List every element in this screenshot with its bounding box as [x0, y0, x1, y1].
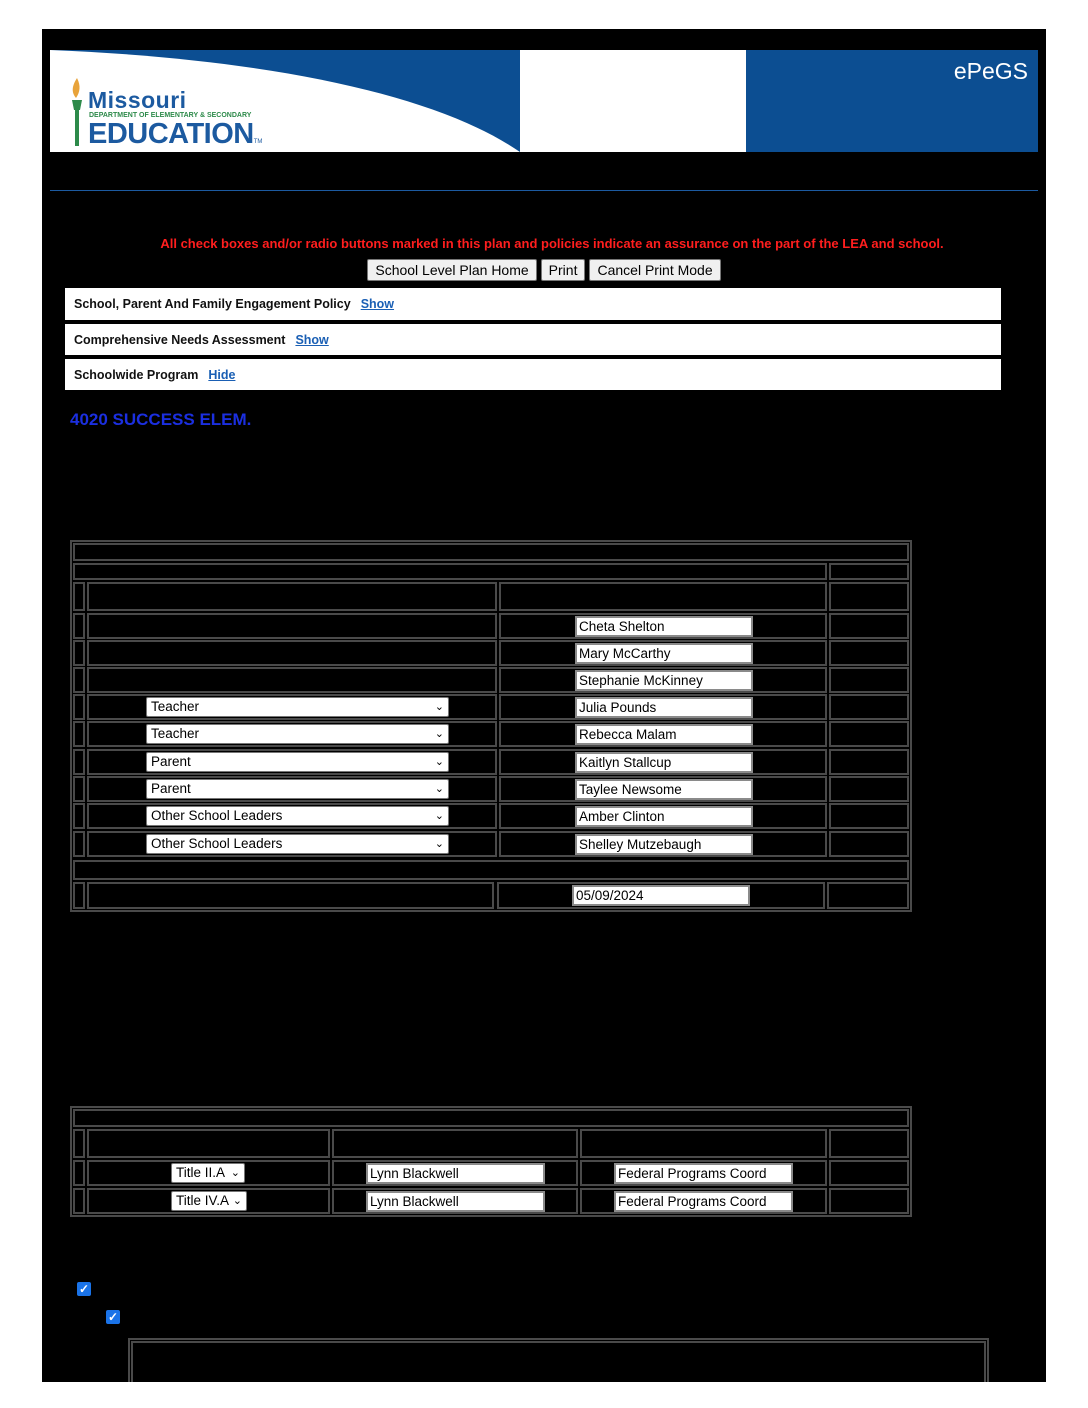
section-needs-assessment	[65, 324, 1001, 355]
chevron-down-icon: ⌄	[434, 728, 444, 740]
program-select-value: Title IV.A	[176, 1193, 230, 1208]
role-select-value: Other School Leaders	[151, 836, 283, 851]
table-row-cell	[73, 803, 85, 829]
table-row-cell	[87, 882, 494, 909]
section-title: School, Parent And Family Engagement Policy	[74, 297, 351, 311]
role-select[interactable]	[146, 697, 449, 717]
contact-title-input[interactable]: Federal Programs Coord	[614, 1163, 793, 1184]
table-row-cell	[829, 1160, 909, 1186]
table-row-cell	[829, 694, 909, 720]
dese-logo	[64, 74, 294, 150]
role-select-value: Other School Leaders	[151, 808, 283, 823]
chevron-down-icon: ⌄	[230, 1167, 240, 1179]
meeting-section-row	[73, 860, 909, 880]
table-row-cell	[827, 882, 909, 909]
name-column-header	[499, 582, 827, 611]
table-row-cell	[73, 1160, 85, 1186]
chevron-down-icon: ⌄	[434, 756, 444, 768]
table-row-cell	[73, 1188, 85, 1214]
table-row-cell	[73, 882, 85, 909]
table-row-cell	[829, 803, 909, 829]
title-column-header	[580, 1129, 827, 1158]
role-select[interactable]	[146, 806, 449, 826]
logo-missouri: Missouri	[88, 87, 187, 113]
table-subheader-cell	[73, 563, 827, 580]
assurance-sub-checkbox[interactable]: ✓	[107, 1310, 119, 1324]
table-row-cell	[73, 667, 85, 693]
chevron-down-icon: ⌄	[232, 1195, 242, 1207]
role-cell	[87, 640, 497, 666]
member-name-input[interactable]: Kaitlyn Stallcup	[575, 752, 753, 773]
role-select-value: Parent	[151, 781, 191, 796]
header-banner	[50, 50, 1038, 152]
member-name-input[interactable]: Rebecca Malam	[575, 724, 753, 745]
section-toggle-link[interactable]: Show	[360, 297, 395, 311]
print-button[interactable]: Print	[541, 259, 586, 281]
role-select[interactable]	[146, 779, 449, 799]
chevron-down-icon: ⌄	[434, 838, 444, 850]
program-select[interactable]	[171, 1191, 247, 1211]
assurance-notice: All check boxes and/or radio buttons marked in this plan and policies indicate an assurance on the part of the LEA and school.	[160, 236, 944, 251]
member-name-input[interactable]: Cheta Shelton	[575, 616, 753, 637]
member-name-input[interactable]: Amber Clinton	[575, 806, 753, 827]
logo-department: DEPARTMENT OF ELEMENTARY & SECONDARY	[89, 112, 252, 119]
member-name-input[interactable]: Mary McCarthy	[575, 643, 753, 664]
table-title-row	[73, 1109, 909, 1127]
table-row-cell	[829, 776, 909, 802]
contact-name-input[interactable]: Lynn Blackwell	[366, 1163, 545, 1184]
contact-title-input[interactable]: Federal Programs Coord	[614, 1191, 793, 1212]
program-column-header	[87, 1129, 330, 1158]
role-select[interactable]	[146, 834, 449, 854]
logo-tm: TM	[253, 139, 263, 145]
cancel-print-mode-button[interactable]: Cancel Print Mode	[589, 259, 720, 281]
table-row-cell	[829, 613, 909, 639]
table-row-cell	[829, 721, 909, 747]
table-row-cell	[829, 831, 909, 857]
chevron-down-icon: ⌄	[434, 783, 444, 795]
table-subheader-cell	[829, 563, 909, 580]
table-header-cell	[829, 582, 909, 611]
chevron-down-icon: ⌄	[434, 701, 444, 713]
program-select-value: Title II.A	[176, 1165, 226, 1180]
role-select-value: Parent	[151, 754, 191, 769]
assurance-checkbox[interactable]: ✓	[78, 1282, 90, 1296]
table-header-cell	[73, 1129, 85, 1158]
role-select-value: Teacher	[151, 699, 200, 714]
member-name-input[interactable]: Julia Pounds	[575, 697, 753, 718]
table-row-cell	[829, 640, 909, 666]
section-title: Comprehensive Needs Assessment	[74, 332, 286, 347]
section-title: Schoolwide Program	[74, 367, 199, 382]
role-select[interactable]	[146, 724, 449, 744]
section-toggle-link[interactable]: Show	[295, 332, 329, 347]
table-row-cell	[73, 694, 85, 720]
role-column-header	[87, 582, 497, 611]
member-name-input[interactable]: Stephanie McKinney	[575, 670, 753, 691]
app-brand: ePeGS	[953, 58, 1028, 84]
table-row-cell	[73, 776, 85, 802]
school-plan-home-button[interactable]: School Level Plan Home	[367, 259, 536, 281]
table-row-cell	[829, 667, 909, 693]
bottom-table-inner	[131, 1341, 986, 1382]
member-name-input[interactable]: Shelley Mutzebaugh	[575, 834, 753, 855]
table-row-cell	[73, 749, 85, 775]
section-parent-engagement	[65, 288, 1001, 320]
logo-education: EDUCATIONTM	[88, 118, 263, 150]
role-select[interactable]	[146, 752, 449, 772]
table-row-cell	[73, 831, 85, 857]
member-name-input[interactable]: Taylee Newsome	[575, 779, 753, 800]
banner-white-panel	[520, 50, 746, 152]
table-title-row	[73, 543, 909, 561]
meeting-date-input[interactable]: 05/09/2024	[572, 885, 750, 906]
role-cell	[87, 613, 497, 639]
header-divider	[50, 190, 1038, 191]
action-toolbar	[0, 259, 1088, 281]
role-cell	[87, 667, 497, 693]
table-row-cell	[73, 613, 85, 639]
contact-column-header	[332, 1129, 578, 1158]
table-header-cell	[73, 582, 85, 611]
table-row-cell	[829, 749, 909, 775]
table-header-cell	[829, 1129, 909, 1158]
program-select[interactable]	[171, 1163, 245, 1183]
role-select-value: Teacher	[151, 726, 200, 741]
school-name-heading: 4020 SUCCESS ELEM.	[70, 410, 252, 429]
section-toggle-link[interactable]: Hide	[208, 367, 236, 382]
section-schoolwide-program	[65, 359, 1001, 390]
torch-icon	[66, 76, 88, 148]
chevron-down-icon: ⌄	[434, 810, 444, 822]
table-row-cell	[73, 721, 85, 747]
contact-name-input[interactable]: Lynn Blackwell	[366, 1191, 545, 1212]
table-row-cell	[829, 1188, 909, 1214]
table-row-cell	[73, 640, 85, 666]
